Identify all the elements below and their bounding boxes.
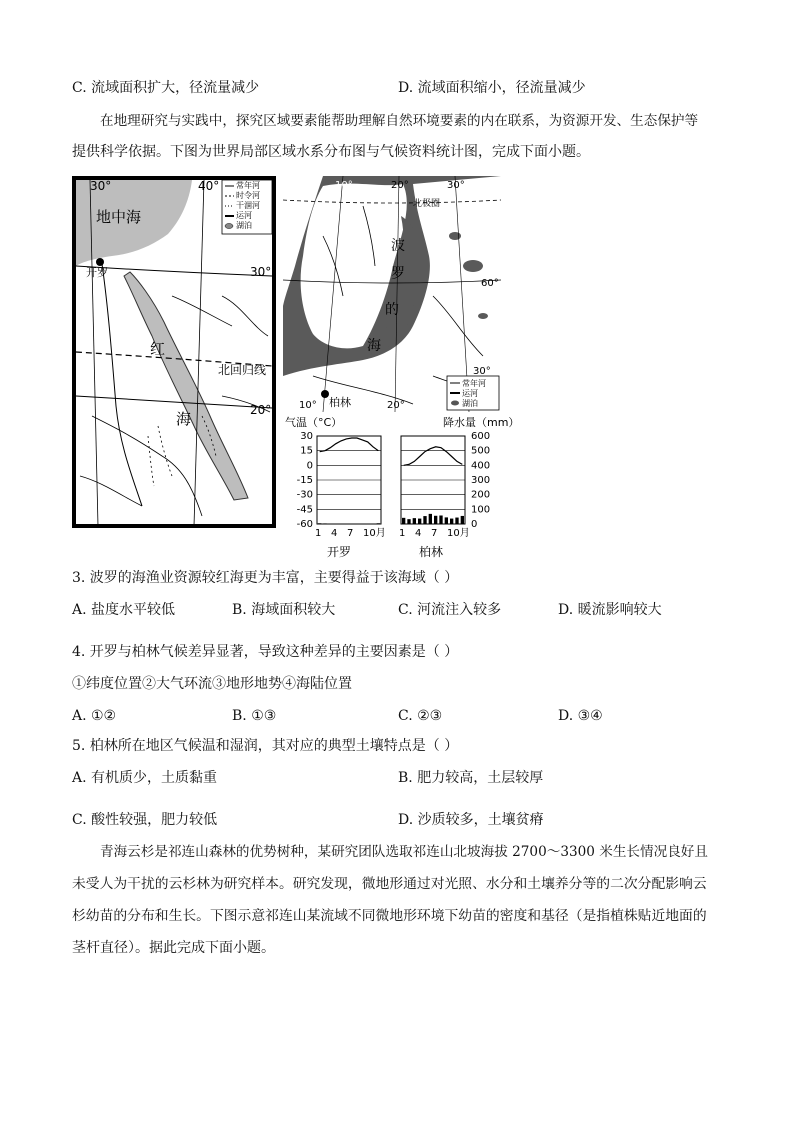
q5-stem: 5. 柏林所在地区气候温和湿润，其对应的典型土壤特点是（ ） bbox=[72, 738, 459, 754]
tropic-label: 北回归线 bbox=[218, 363, 267, 377]
temp-tick-1: 15 bbox=[300, 445, 313, 457]
berlin-temp-line bbox=[404, 447, 463, 466]
cairo-precip-bar-10 bbox=[366, 524, 369, 525]
q4-option-d[interactable]: D. ③④ bbox=[558, 708, 603, 724]
q5-option-c[interactable]: C. 酸性较强，肥力较低 bbox=[72, 812, 218, 828]
temp-axis-label: 气温（°C） bbox=[285, 416, 343, 429]
berlin-precip-bar-9 bbox=[445, 517, 448, 524]
baltic-label-1: 波 bbox=[391, 238, 405, 254]
red-sea-label-1: 红 bbox=[150, 340, 166, 358]
legend-left-3: 干涸河 bbox=[236, 201, 260, 210]
legend-left-4: 运河 bbox=[236, 211, 252, 220]
baltic-label-4: 海 bbox=[367, 338, 381, 354]
q5-option-b[interactable]: B. 肥力较高，土层较厚 bbox=[398, 770, 544, 786]
temp-tick-4: -30 bbox=[296, 489, 313, 501]
q5-option-a[interactable]: A. 有机质少，土质黏重 bbox=[72, 770, 218, 786]
precip-tick-2: 400 bbox=[471, 460, 491, 472]
lat-60-label: 60° bbox=[481, 278, 499, 289]
berlin-precip-bar-5 bbox=[423, 516, 426, 524]
cairo-precip-bar-9 bbox=[361, 524, 364, 525]
baltic-label-3: 的 bbox=[385, 302, 399, 318]
legend-left-5: 湖泊 bbox=[236, 221, 252, 230]
prev-option-c: C. 流域面积扩大，径流量减少 bbox=[72, 80, 260, 96]
q3-option-b[interactable]: B. 海域面积较大 bbox=[232, 602, 336, 618]
lon-30-label: 30° bbox=[90, 179, 112, 193]
legend-right-3: 湖泊 bbox=[462, 399, 478, 408]
intro2-line-1: 青海云杉是祁连山森林的优势树种，某研究团队选取祁连山北坡海拔 2700～3300 米生长情况良好且 bbox=[100, 844, 708, 860]
legend-left-2: 时令河 bbox=[236, 191, 260, 200]
temp-tick-5: -45 bbox=[296, 504, 313, 516]
lat-30b-label: 30° bbox=[473, 366, 491, 377]
cairo-precip-bar-8 bbox=[355, 524, 358, 525]
cairo-dot bbox=[96, 258, 104, 266]
berlin-x-4: 4 bbox=[415, 528, 422, 539]
intro-line-1: 在地理研究与实践中，探究区域要素能帮助理解自然环境要素的内在联系，为资源开发、生态保护等 bbox=[100, 113, 699, 129]
berlin-x-1: 1 bbox=[399, 528, 406, 539]
cairo-precip-bar-3 bbox=[329, 524, 332, 525]
legend-right-2: 运河 bbox=[462, 389, 478, 398]
berlin-label: 柏林 bbox=[329, 396, 351, 409]
intro2-line-4: 茎杆直径）。据此完成下面小题。 bbox=[72, 940, 275, 956]
q3-option-a[interactable]: A. 盐度水平较低 bbox=[72, 602, 176, 618]
berlin-chart-label: 柏林 bbox=[419, 545, 444, 559]
legend-left-1: 常年河 bbox=[236, 181, 260, 190]
q4-option-b[interactable]: B. ①③ bbox=[232, 708, 277, 724]
q4-factors: ①纬度位置②大气环流③地形地势④海陆位置 bbox=[72, 676, 352, 692]
q4-option-c[interactable]: C. ②③ bbox=[398, 708, 443, 724]
berlin-precip-bar-1 bbox=[402, 518, 405, 524]
cairo-x-7: 7 bbox=[347, 528, 354, 539]
berlin-precip-bar-11 bbox=[455, 518, 458, 524]
lon-10b-label: 10° bbox=[299, 400, 317, 411]
berlin-x-10: 10月 bbox=[447, 528, 470, 539]
cairo-precip-bar-2 bbox=[323, 523, 326, 524]
q3-option-c[interactable]: C. 河流注入较多 bbox=[398, 602, 502, 618]
berlin-precip-bar-12 bbox=[461, 516, 464, 524]
map-baltic-sea bbox=[283, 176, 501, 412]
lon-10-label: 10° bbox=[335, 180, 353, 191]
cairo-precip-bar-1 bbox=[318, 523, 321, 524]
precip-tick-1: 500 bbox=[471, 445, 491, 457]
precip-tick-0: 600 bbox=[471, 431, 491, 442]
cairo-x-4: 4 bbox=[331, 528, 338, 539]
q5-option-d[interactable]: D. 沙质较多，土壤贫瘠 bbox=[398, 812, 544, 828]
lon-20-label: 20° bbox=[391, 180, 409, 191]
cairo-chart-label: 开罗 bbox=[327, 545, 352, 559]
q3-option-d[interactable]: D. 暖流影响较大 bbox=[558, 602, 662, 618]
climate-chart bbox=[283, 412, 523, 562]
q4-option-a[interactable]: A. ①② bbox=[72, 708, 117, 724]
temp-tick-3: -15 bbox=[296, 475, 313, 486]
red-sea-label-2: 海 bbox=[176, 410, 192, 428]
intro-line-2: 提供科学依据。下图为世界局部区域水系分布图与气候资料统计图，完成下面小题。 bbox=[72, 144, 590, 160]
cairo-precip-bar-11 bbox=[371, 524, 374, 525]
arctic-label: 北极圈 bbox=[413, 199, 441, 209]
q3-stem: 3. 波罗的海渔业资源较红海更为丰富，主要得益于该海域（ ） bbox=[72, 570, 459, 586]
berlin-x-7: 7 bbox=[431, 528, 438, 539]
intro2-line-3: 杉幼苗的分布和生长。下图示意祁连山某流域不同微地形环境下幼苗的密度和基径（是指植株贴近地面的 bbox=[72, 908, 707, 924]
prev-option-d: D. 流域面积缩小，径流量减少 bbox=[398, 80, 586, 96]
baltic-label-2: 罗 bbox=[391, 266, 405, 282]
temp-tick-6: -60 bbox=[296, 519, 313, 530]
cairo-precip-bar-6 bbox=[345, 524, 348, 525]
berlin-precip-bar-3 bbox=[413, 518, 416, 524]
precip-tick-3: 300 bbox=[471, 475, 491, 486]
berlin-precip-bar-2 bbox=[407, 519, 410, 524]
berlin-dot bbox=[321, 390, 329, 398]
cairo-precip-bar-7 bbox=[350, 524, 353, 525]
berlin-precip-bar-10 bbox=[450, 519, 453, 524]
cairo-precip-bar-4 bbox=[334, 524, 337, 525]
precip-tick-5: 100 bbox=[471, 504, 491, 516]
cairo-x-10: 10月 bbox=[363, 528, 386, 539]
berlin-precip-bar-8 bbox=[439, 515, 442, 524]
mediterranean-label: 地中海 bbox=[96, 208, 142, 226]
cairo-label: 开罗 bbox=[86, 266, 108, 279]
precip-tick-6: 0 bbox=[471, 519, 478, 530]
lat-20-label: 20° bbox=[250, 403, 272, 417]
precip-tick-4: 200 bbox=[471, 489, 491, 501]
berlin-precip-bar-6 bbox=[429, 514, 432, 524]
precip-axis-label: 降水量（mm） bbox=[443, 416, 520, 429]
q4-stem: 4. 开罗与柏林气候差异显著，导致这种差异的主要因素是（ ） bbox=[72, 644, 459, 660]
berlin-precip-bar-4 bbox=[418, 519, 421, 524]
lon-40-label: 40° bbox=[198, 179, 220, 193]
map-red-sea bbox=[72, 176, 276, 528]
cairo-x-1: 1 bbox=[315, 528, 322, 539]
temp-tick-2: 0 bbox=[306, 460, 313, 472]
lon-20b-label: 20° bbox=[387, 400, 405, 411]
intro2-line-2: 未受人为干扰的云杉林为研究样本。研究发现，微地形通过对光照、水分和土壤养分等的二次分配影响云 bbox=[72, 876, 707, 892]
temp-tick-0: 30 bbox=[300, 431, 313, 442]
legend-right-1: 常年河 bbox=[462, 379, 486, 388]
berlin-precip-bar-7 bbox=[434, 516, 437, 524]
cairo-temp-line bbox=[320, 438, 379, 452]
lat-30-label: 30° bbox=[250, 265, 272, 279]
cairo-precip-bar-5 bbox=[339, 524, 342, 525]
cairo-precip-bar-12 bbox=[377, 523, 380, 524]
lon-30-label-right: 30° bbox=[447, 180, 465, 191]
